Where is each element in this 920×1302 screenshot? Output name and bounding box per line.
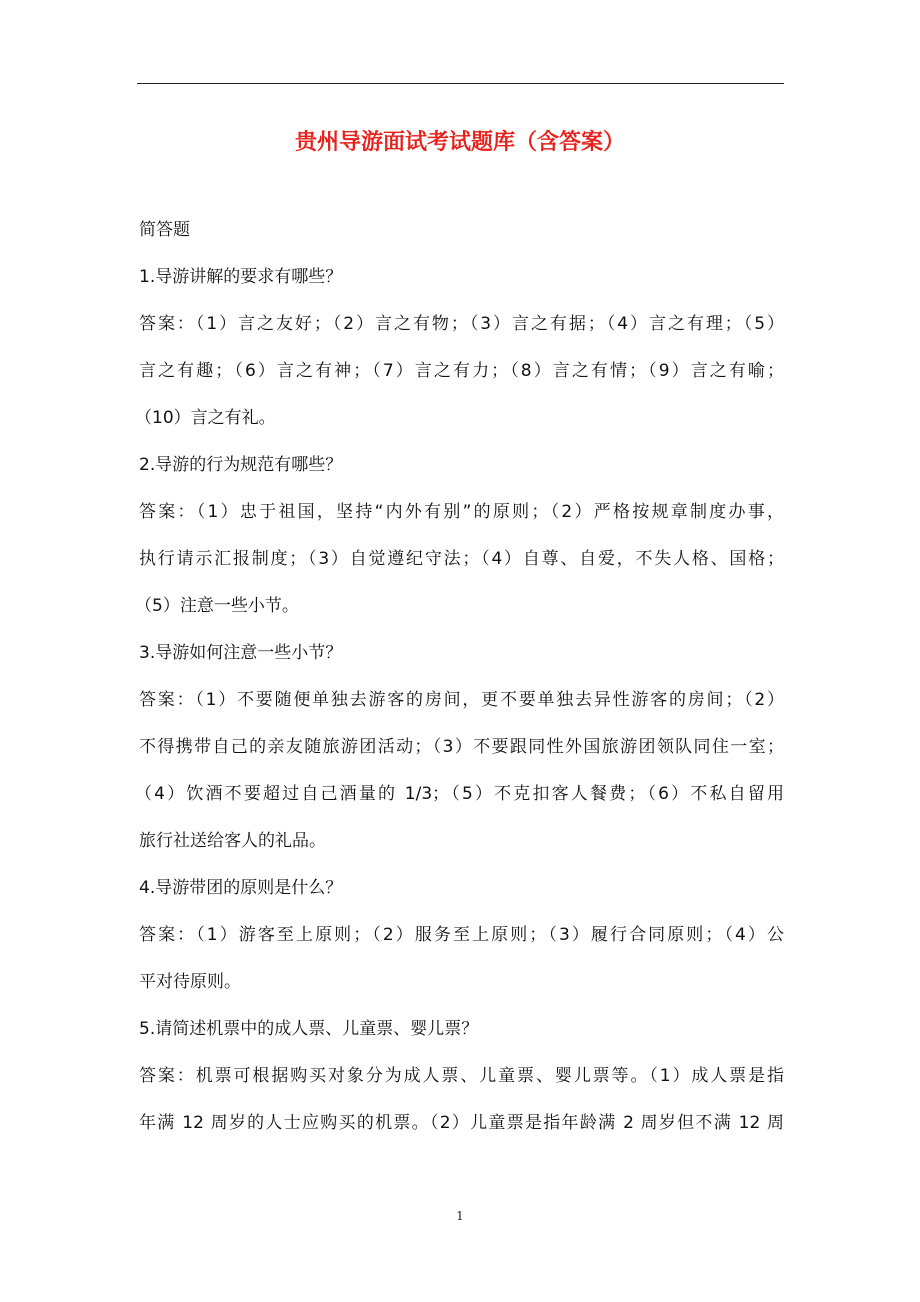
answer-3-line: （4）饮酒不要超过自己酒量的 1/3；（5）不克扣客人餐费；（6）不私自留用 xyxy=(135,784,784,804)
answer-3-line: 答案：（1）不要随便单独去游客的房间，更不要单独去异性游客的房间；（2） xyxy=(139,690,784,710)
document-title: 贵州导游面试考试题库（含答案） xyxy=(294,130,625,155)
question-2: 2.导游的行为规范有哪些？ xyxy=(139,455,343,475)
question-3: 3.导游如何注意一些小节？ xyxy=(139,643,343,663)
answer-4-line: 平对待原则。 xyxy=(139,972,241,992)
question-5: 5.请简述机票中的成人票、儿童票、婴儿票？ xyxy=(139,1019,479,1039)
page-number: 1 xyxy=(456,1209,464,1223)
header-rule xyxy=(137,83,784,84)
answer-5-line: 答案：机票可根据购买对象分为成人票、儿童票、婴儿票等。（1）成人票是指 xyxy=(139,1066,784,1086)
answer-4-line: 答案：（1）游客至上原则；（2）服务至上原则；（3）履行合同原则；（4）公 xyxy=(139,925,784,945)
document-body xyxy=(135,207,784,1147)
answer-3-line: 不得携带自己的亲友随旅游团活动；（3）不要跟同性外国旅游团领队同住一室； xyxy=(139,737,784,757)
answer-1-line: （10）言之有礼。 xyxy=(135,408,276,428)
answer-1-line: 答案：（1）言之友好；（2）言之有物；（3）言之有据；（4）言之有理；（5） xyxy=(139,314,784,334)
question-1: 1.导游讲解的要求有哪些？ xyxy=(139,267,343,287)
answer-2-line: 答案：（1）忠于祖国，坚持“内外有别”的原则；（2）严格按规章制度办事， xyxy=(139,502,784,522)
answer-3-line: 旅行社送给客人的礼品。 xyxy=(139,831,326,851)
section-heading: 简答题 xyxy=(139,220,190,240)
question-4: 4.导游带团的原则是什么？ xyxy=(139,878,343,898)
answer-1-line: 言之有趣；（6）言之有神；（7）言之有力；（8）言之有情；（9）言之有喻； xyxy=(139,361,784,381)
answer-2-line: 执行请示汇报制度；（3）自觉遵纪守法；（4）自尊、自爱，不失人格、国格； xyxy=(139,549,784,569)
answer-2-line: （5）注意一些小节。 xyxy=(135,596,299,616)
answer-5-line: 年满 12 周岁的人士应购买的机票。（2）儿童票是指年龄满 2 周岁但不满 12 周 xyxy=(139,1113,784,1133)
